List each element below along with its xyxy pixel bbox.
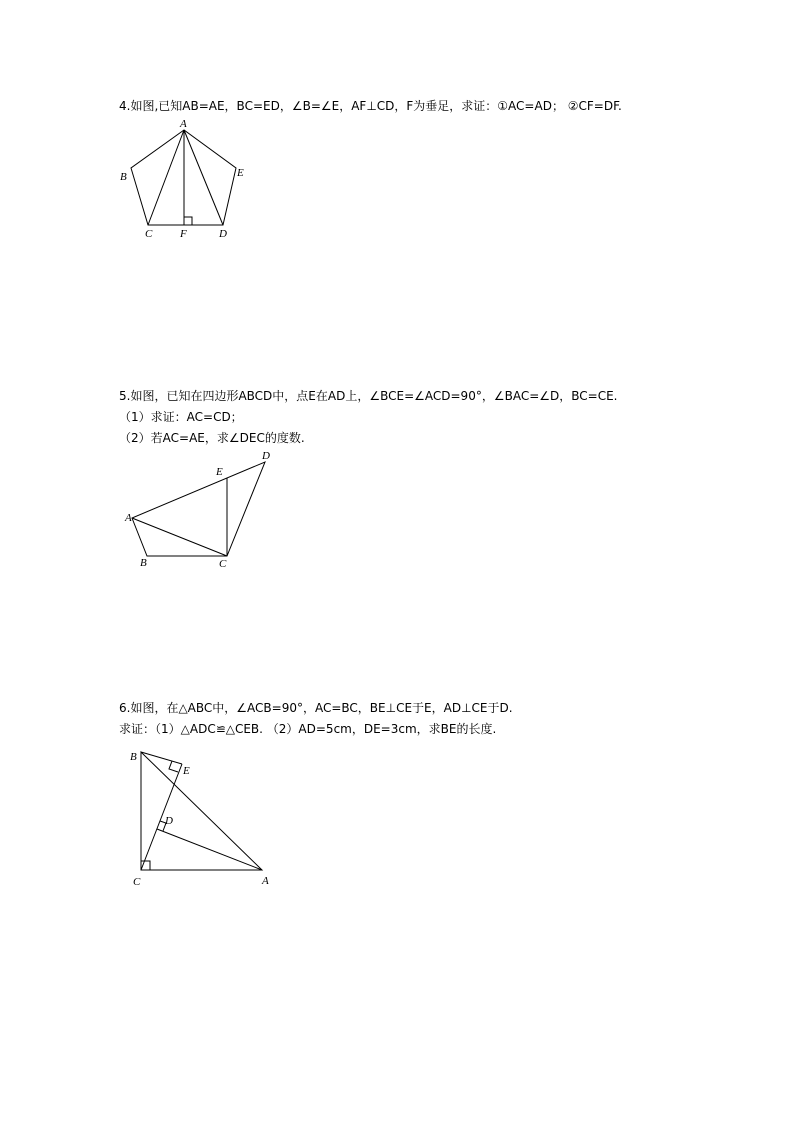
segment-ad <box>157 829 262 870</box>
segment-ad <box>184 130 223 225</box>
label-c: C <box>219 558 227 570</box>
pentagon-outline <box>131 130 236 225</box>
label-d: D <box>219 228 227 240</box>
label-e: E <box>183 765 190 777</box>
problem-5-part-2: （2）若AC=AE，求∠DEC的度数. <box>119 431 305 445</box>
segment-ce <box>141 764 182 870</box>
problem-4-text: 4.如图,已知AB=AE，BC=ED，∠B=∠E，AF⊥CD，F为垂足，求证：①AC=AD； ②CF=DF. <box>119 99 622 113</box>
label-a: A <box>180 118 187 130</box>
problem-5-figure <box>124 450 270 570</box>
label-b: B <box>120 171 127 183</box>
label-b: B <box>130 751 137 763</box>
label-e: E <box>237 167 244 179</box>
problem-5-part-1: （1）求证：AC=CD； <box>119 410 243 424</box>
problem-6-part: 求证：（1）△ADC≌△CEB. （2）AD=5cm，DE=3cm，求BE的长度. <box>119 722 497 736</box>
problem-6-text: 6.如图，在△ABC中，∠ACB=90°，AC=BC，BE⊥CE于E，AD⊥CE于D. <box>119 701 513 715</box>
right-angle-mark-d <box>160 821 166 831</box>
label-a: A <box>125 512 132 524</box>
problem-4-figure <box>120 118 244 240</box>
label-f: F <box>180 228 187 240</box>
right-angle-mark-c <box>141 861 150 870</box>
label-b: B <box>140 557 147 569</box>
label-c: C <box>145 228 153 240</box>
right-angle-mark-f <box>184 217 192 225</box>
problem-5-text: 5.如图，已知在四边形ABCD中，点E在AD上，∠BCE=∠ACD=90°，∠BAC=∠D，BC=CE. <box>119 389 618 403</box>
quadrilateral-abcd <box>132 462 265 556</box>
label-a: A <box>262 875 269 887</box>
segment-ac <box>148 130 184 225</box>
segment-ac <box>132 518 227 556</box>
triangle-abc <box>141 752 262 870</box>
problem-6-figure <box>130 751 269 888</box>
right-angle-mark-e <box>169 761 178 772</box>
label-d: D <box>262 450 270 462</box>
segment-be <box>141 752 182 764</box>
label-c: C <box>133 876 141 888</box>
label-d: D <box>165 815 173 827</box>
label-e: E <box>216 466 223 478</box>
